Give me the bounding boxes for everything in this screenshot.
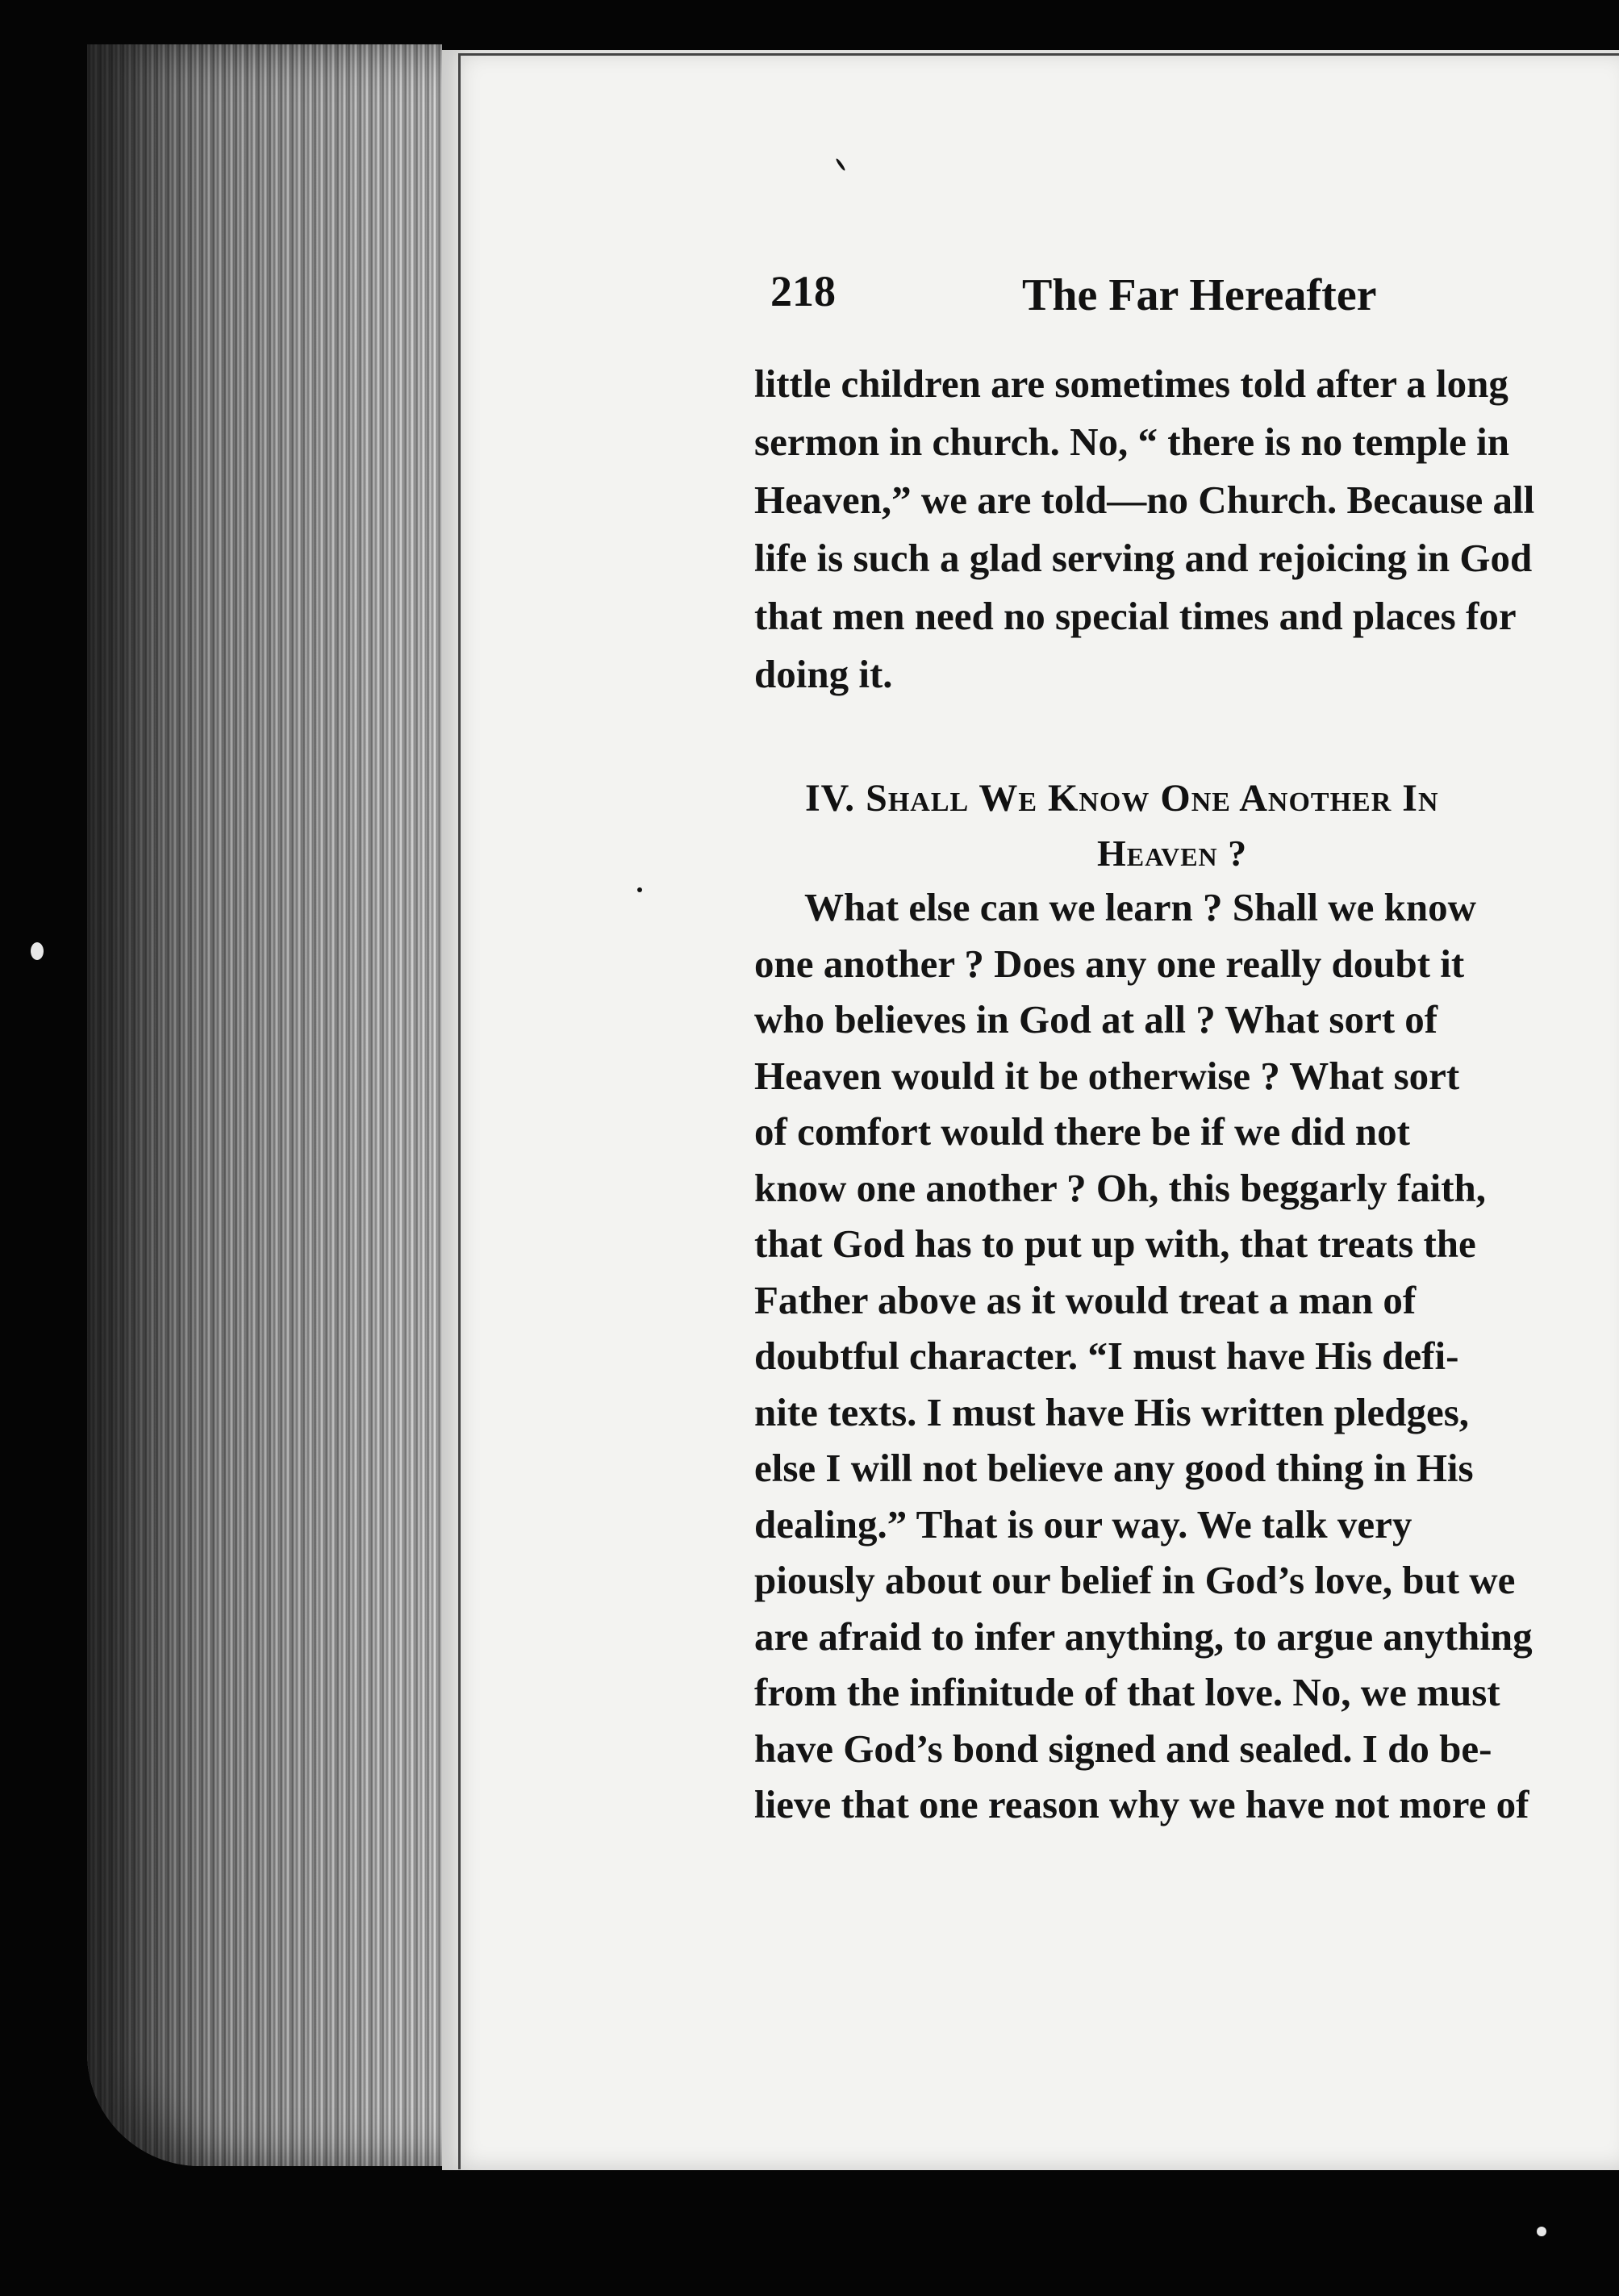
text-line: Heaven,” we are told—no Church. Because all	[754, 478, 1535, 522]
text-line: who believes in God at all ? What sort of	[754, 997, 1438, 1042]
text-line: dealing.” That is our way. We talk very	[754, 1501, 1412, 1547]
text-line: are afraid to infer anything, to argue anything	[754, 1613, 1533, 1659]
paragraph-1	[754, 355, 1619, 703]
page-edges	[87, 44, 442, 2166]
section-heading-line-1: IV. Shall We Know One Another In	[805, 777, 1439, 820]
dust-speck	[31, 942, 44, 960]
page-header	[770, 266, 1619, 331]
dust-speck	[1537, 2227, 1546, 2236]
text-line: little children are sometimes told after a long	[754, 361, 1508, 406]
text-line: nite texts. I must have His written pledges,	[754, 1389, 1470, 1434]
text-line: sermon in church. No, “ there is no temple in	[754, 420, 1509, 464]
text-line: know one another ? Oh, this beggarly faith,	[754, 1165, 1487, 1210]
text-line: one another ? Does any one really doubt it	[754, 941, 1465, 986]
text-line: piously about our belief in God’s love, but we	[754, 1558, 1516, 1602]
text-line: doubtful character. “I must have His defi-	[754, 1334, 1459, 1378]
text-line: doing it.	[754, 652, 893, 696]
text-line: of comfort would there be if we did not	[754, 1109, 1410, 1154]
text-line: Father above as it would treat a man of	[754, 1277, 1417, 1322]
text-line: from the infinitude of that love. No, we must	[754, 1670, 1500, 1714]
text-line: life is such a glad serving and rejoicing in God	[754, 536, 1533, 580]
dust-speck	[637, 887, 642, 892]
running-title: The Far Hereafter	[1022, 270, 1377, 320]
paragraph-2	[754, 879, 1619, 1833]
text-line: have God’s bond signed and sealed. I do be-	[754, 1726, 1492, 1771]
text-line: Heaven would it be otherwise ? What sort	[754, 1053, 1460, 1098]
text-line: else I will not believe any good thing in His	[754, 1446, 1474, 1490]
section-heading-line-2: Heaven ?	[1097, 833, 1248, 874]
text-line: lieve that one reason why we have not more of	[754, 1782, 1529, 1826]
page-number: 218	[770, 267, 836, 315]
text-line: that God has to put up with, that treats the	[754, 1221, 1476, 1266]
text-line: that men need no special times and places for	[754, 594, 1517, 638]
text-line: What else can we learn ? Shall we know	[804, 885, 1476, 929]
section-heading	[805, 770, 1619, 880]
